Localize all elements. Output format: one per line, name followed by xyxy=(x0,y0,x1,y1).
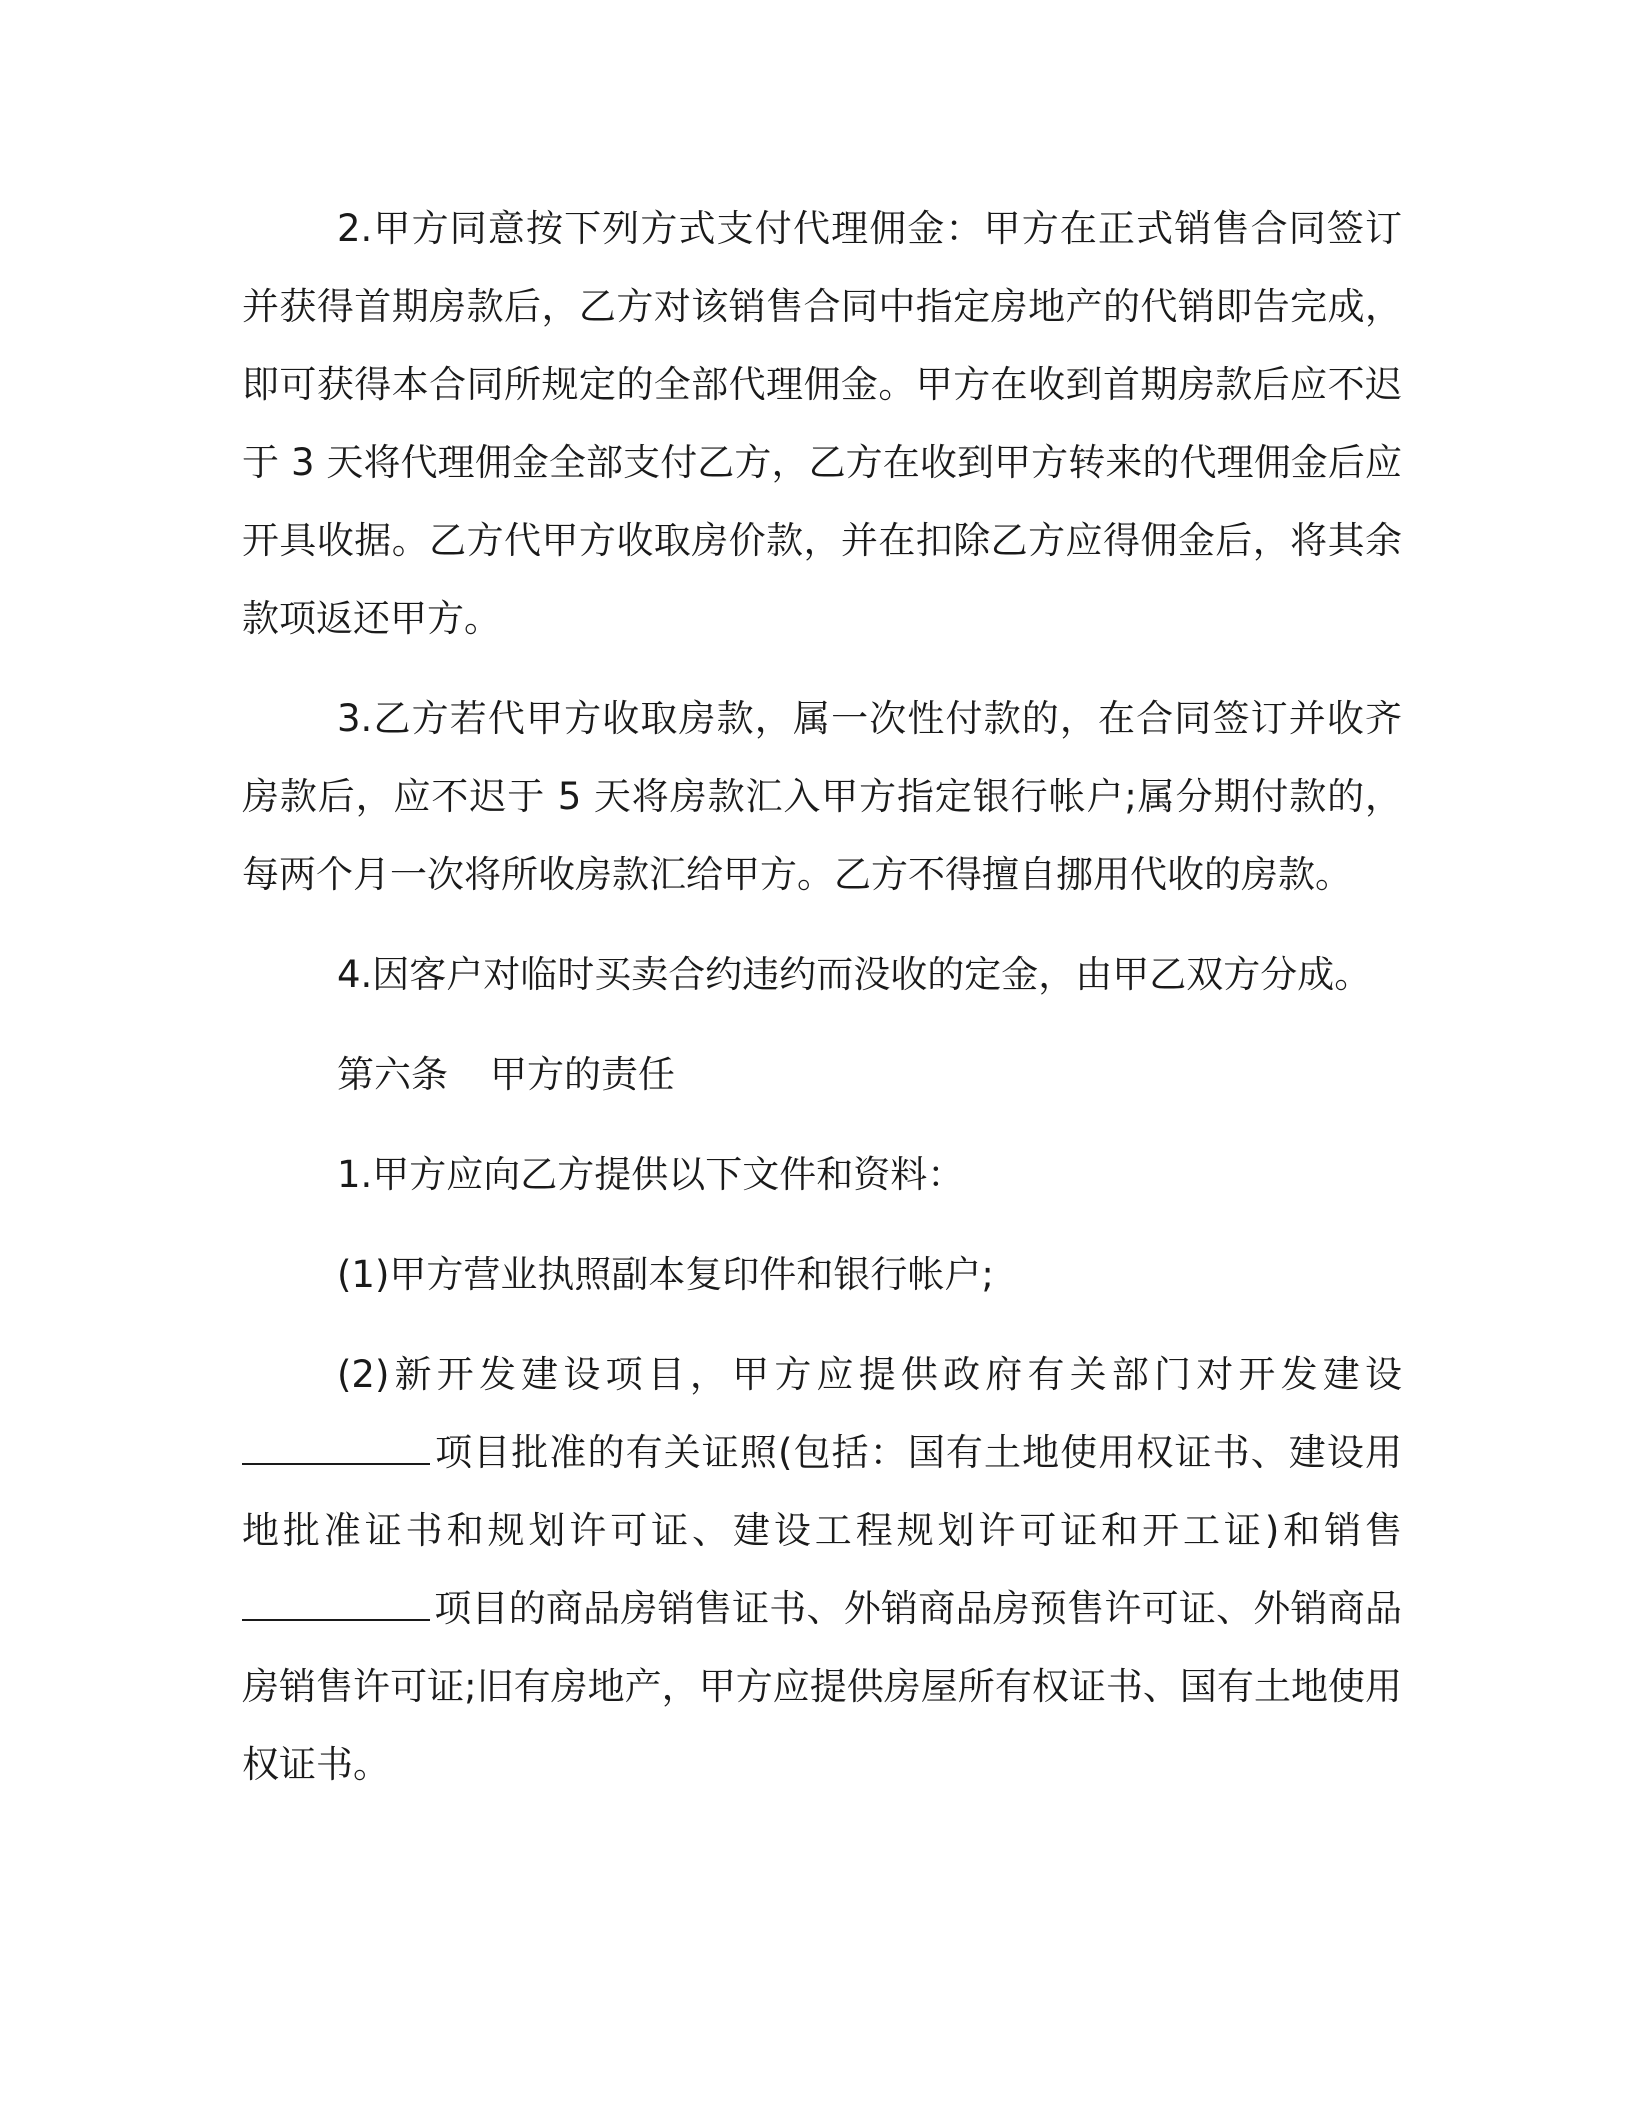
project-certificates-part3: 项目的商品房销售证书、外销商品房预售许可证、外销商品房销售许可证;旧有房地产，甲方应提供房屋所有权证书、国有土地使用权证书。 xyxy=(242,1587,1402,1786)
document-body xyxy=(242,190,1402,1826)
paragraph-documents-intro: 1.甲方应向乙方提供以下文件和资料： xyxy=(337,1153,965,1196)
article-number: 第六条 xyxy=(337,1053,448,1096)
project-certificates-part2: 项目批准的有关证照(包括：国有土地使用权证书、建设用地批准证书和规划许可证、建设工程规划许可证和开工证)和销售 xyxy=(242,1431,1402,1552)
paragraph-forfeited-deposit: 4.因客户对临时买卖合约违约而没收的定金，由甲乙双方分成。 xyxy=(337,953,1372,996)
paragraph-project-certificates xyxy=(242,1336,1402,1804)
project-certificates-part1: (2)新开发建设项目，甲方应提供政府有关部门对开发建设 xyxy=(337,1353,1402,1396)
blank-line-project-name-1 xyxy=(242,1429,430,1465)
blank-line-project-name-2 xyxy=(242,1585,430,1621)
paragraph-business-license: (1)甲方营业执照副本复印件和银行帐户; xyxy=(337,1253,994,1296)
article-heading xyxy=(242,1036,1402,1114)
paragraph-collection-of-payments: 3.乙方若代甲方收取房款，属一次性付款的，在合同签订并收齐房款后，应不迟于 5 天将房款汇入甲方指定银行帐户;属分期付款的，每两个月一次将所收房款汇给甲方。乙方不得擅自挪用代收的房款。 xyxy=(242,697,1402,896)
article-title: 甲方的责任 xyxy=(490,1053,675,1096)
paragraph-commission-payment: 2.甲方同意按下列方式支付代理佣金：甲方在正式销售合同签订并获得首期房款后，乙方对该销售合同中指定房地产的代销即告完成，即可获得本合同所规定的全部代理佣金。甲方在收到首期房款后应不迟于 3 天将代理佣金全部支付乙方，乙方在收到甲方转来的代理佣金后应开具收据。乙方代甲方收取房价款，并在扣除乙方应得佣金后，将其余款项返还甲方。 xyxy=(242,207,1402,640)
